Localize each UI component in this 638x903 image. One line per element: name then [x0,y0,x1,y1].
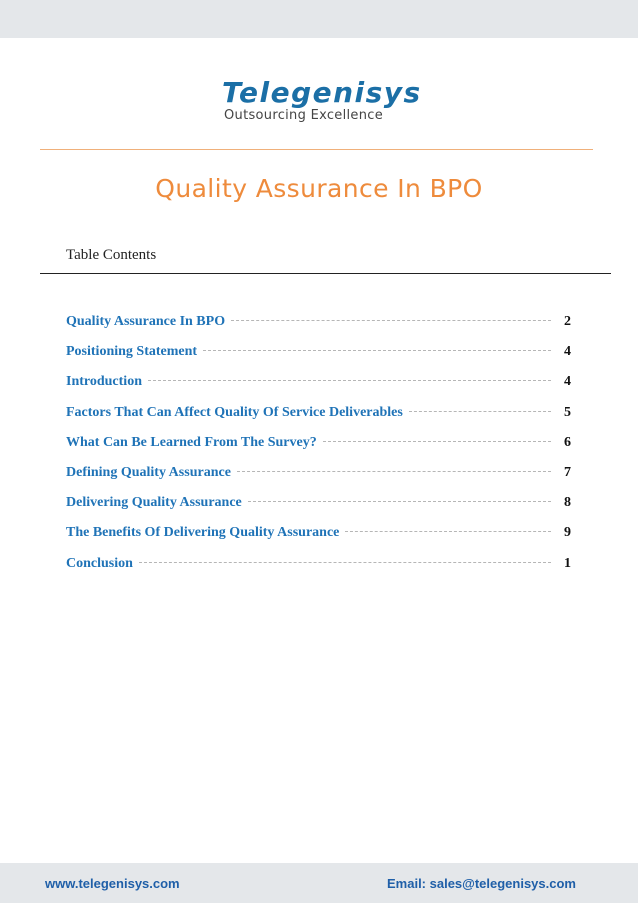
toc-leader [248,501,551,502]
toc-entry-label[interactable]: Factors That Can Affect Quality Of Service Deliverables [66,404,403,420]
toc-entry[interactable] [66,344,571,374]
toc-entry-page: 4 [564,344,571,360]
document-page [0,38,638,863]
toc-entry[interactable] [66,374,571,404]
toc-list [66,314,571,586]
toc-entry-label[interactable]: Introduction [66,374,142,390]
toc-entry-label[interactable]: What Can Be Learned From The Survey? [66,434,317,450]
toc-entry[interactable] [66,556,571,586]
toc-leader [237,471,551,472]
logo-name: Telegenisys [222,76,422,109]
toc-entry-label[interactable]: Conclusion [66,555,133,571]
toc-leader [139,562,551,563]
toc-entry[interactable] [66,465,571,495]
toc-entry[interactable] [66,495,571,525]
toc-entry[interactable] [66,314,571,344]
toc-leader [409,411,551,412]
toc-entry-page: 8 [564,495,571,511]
toc-entry-page: 7 [564,464,571,480]
toc-entry[interactable] [66,435,571,465]
toc-leader [345,531,551,532]
footer-email-link[interactable]: Email: sales@telegenisys.com [387,876,576,891]
document-title: Quality Assurance In BPO [155,174,483,203]
toc-divider [40,273,611,274]
toc-entry-label[interactable]: Defining Quality Assurance [66,464,231,480]
toc-leader [203,350,551,351]
toc-entry-label[interactable]: The Benefits Of Delivering Quality Assurance [66,525,340,541]
toc-entry-page: 1 [564,555,571,571]
toc-entry[interactable] [66,405,571,435]
page-footer [0,863,638,903]
toc-leader [323,441,551,442]
toc-entry-page: 2 [564,314,571,329]
toc-entry-label[interactable]: Quality Assurance In BPO [66,314,226,329]
footer-website-link[interactable]: www.telegenisys.com [45,876,180,891]
toc-leader [231,320,551,321]
toc-heading: Table Contents [66,247,157,263]
logo-tagline: Outsourcing Excellence [224,108,384,123]
toc-entry-label[interactable]: Delivering Quality Assurance [66,495,242,511]
toc-entry-label[interactable]: Positioning Statement [66,344,198,360]
toc-leader [148,380,551,381]
company-logo [222,76,422,126]
toc-entry-page: 5 [564,404,571,420]
toc-entry[interactable] [66,525,571,555]
toc-entry-page: 6 [564,434,571,450]
toc-entry-page: 4 [564,374,571,390]
toc-entry-page: 9 [564,525,571,541]
header-divider [40,149,593,150]
